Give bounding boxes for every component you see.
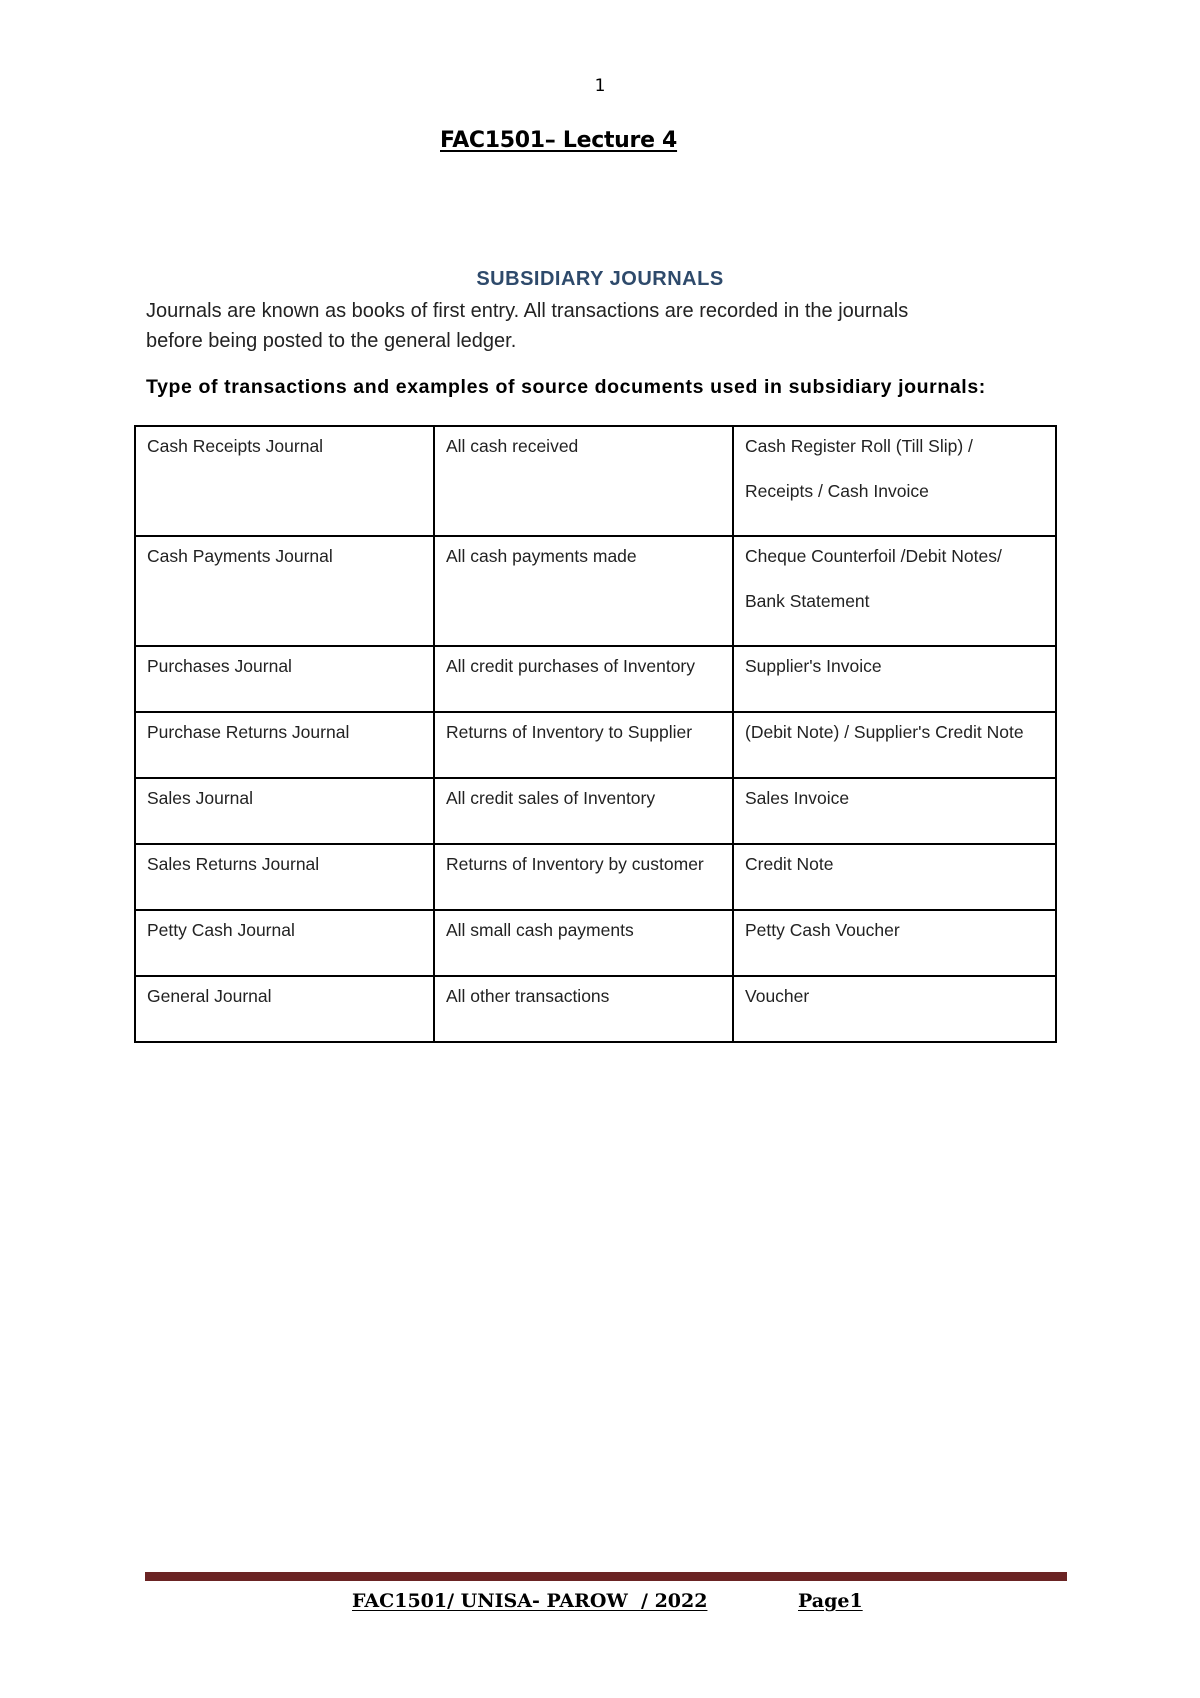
journal-cell: Cash Receipts Journal [135,426,434,536]
transaction-cell: Returns of Inventory to Supplier [434,712,733,778]
section-heading: SUBSIDIARY JOURNALS [476,268,724,290]
intro-line: before being posted to the general ledger. [146,330,517,352]
journal-cell: General Journal [135,976,434,1042]
document-cell: Petty Cash Voucher [733,910,1056,976]
transaction-cell: Returns of Inventory by customer [434,844,733,910]
transaction-cell: All cash payments made [434,536,733,646]
intro-line: Journals are known as books of first entry. All transactions are recorded in the journals [146,300,909,322]
transaction-cell: All credit sales of Inventory [434,778,733,844]
journals-table [134,425,1057,1043]
document-cell: Supplier's Invoice [733,646,1056,712]
document-cell: Sales Invoice [733,778,1056,844]
table-heading: Type of transactions and examples of source documents used in subsidiary journals: [146,376,986,398]
document-line: Receipts / Cash Invoice [745,481,929,501]
page-number: 1 [594,76,606,96]
document-cell: Voucher [733,976,1056,1042]
table-row [135,976,1056,1042]
document-cell [733,536,1056,646]
journal-cell: Sales Journal [135,778,434,844]
journal-cell: Purchases Journal [135,646,434,712]
table-row [135,426,1056,536]
document-line: Cash Register Roll (Till Slip) / [745,436,973,456]
journal-cell: Petty Cash Journal [135,910,434,976]
transaction-cell: All other transactions [434,976,733,1042]
document-title: FAC1501– Lecture 4 [440,128,678,153]
document-line: Bank Statement [745,591,870,611]
table-row [135,646,1056,712]
table-row [135,778,1056,844]
table-row [135,536,1056,646]
journal-cell: Cash Payments Journal [135,536,434,646]
table-row [135,910,1056,976]
footer-rule [145,1572,1067,1581]
footer-course-label: FAC1501/ UNISA- PAROW / 2022 [352,1590,708,1612]
intro-paragraph [146,296,1046,356]
footer-page-label: Page1 [798,1590,863,1612]
journal-cell: Sales Returns Journal [135,844,434,910]
table-row [135,844,1056,910]
document-cell [733,426,1056,536]
document-line: Cheque Counterfoil /Debit Notes/ [745,546,1002,566]
transaction-cell: All small cash payments [434,910,733,976]
transaction-cell: All cash received [434,426,733,536]
journal-cell: Purchase Returns Journal [135,712,434,778]
document-cell: Credit Note [733,844,1056,910]
table-row [135,712,1056,778]
document-cell: (Debit Note) / Supplier's Credit Note [733,712,1056,778]
transaction-cell: All credit purchases of Inventory [434,646,733,712]
